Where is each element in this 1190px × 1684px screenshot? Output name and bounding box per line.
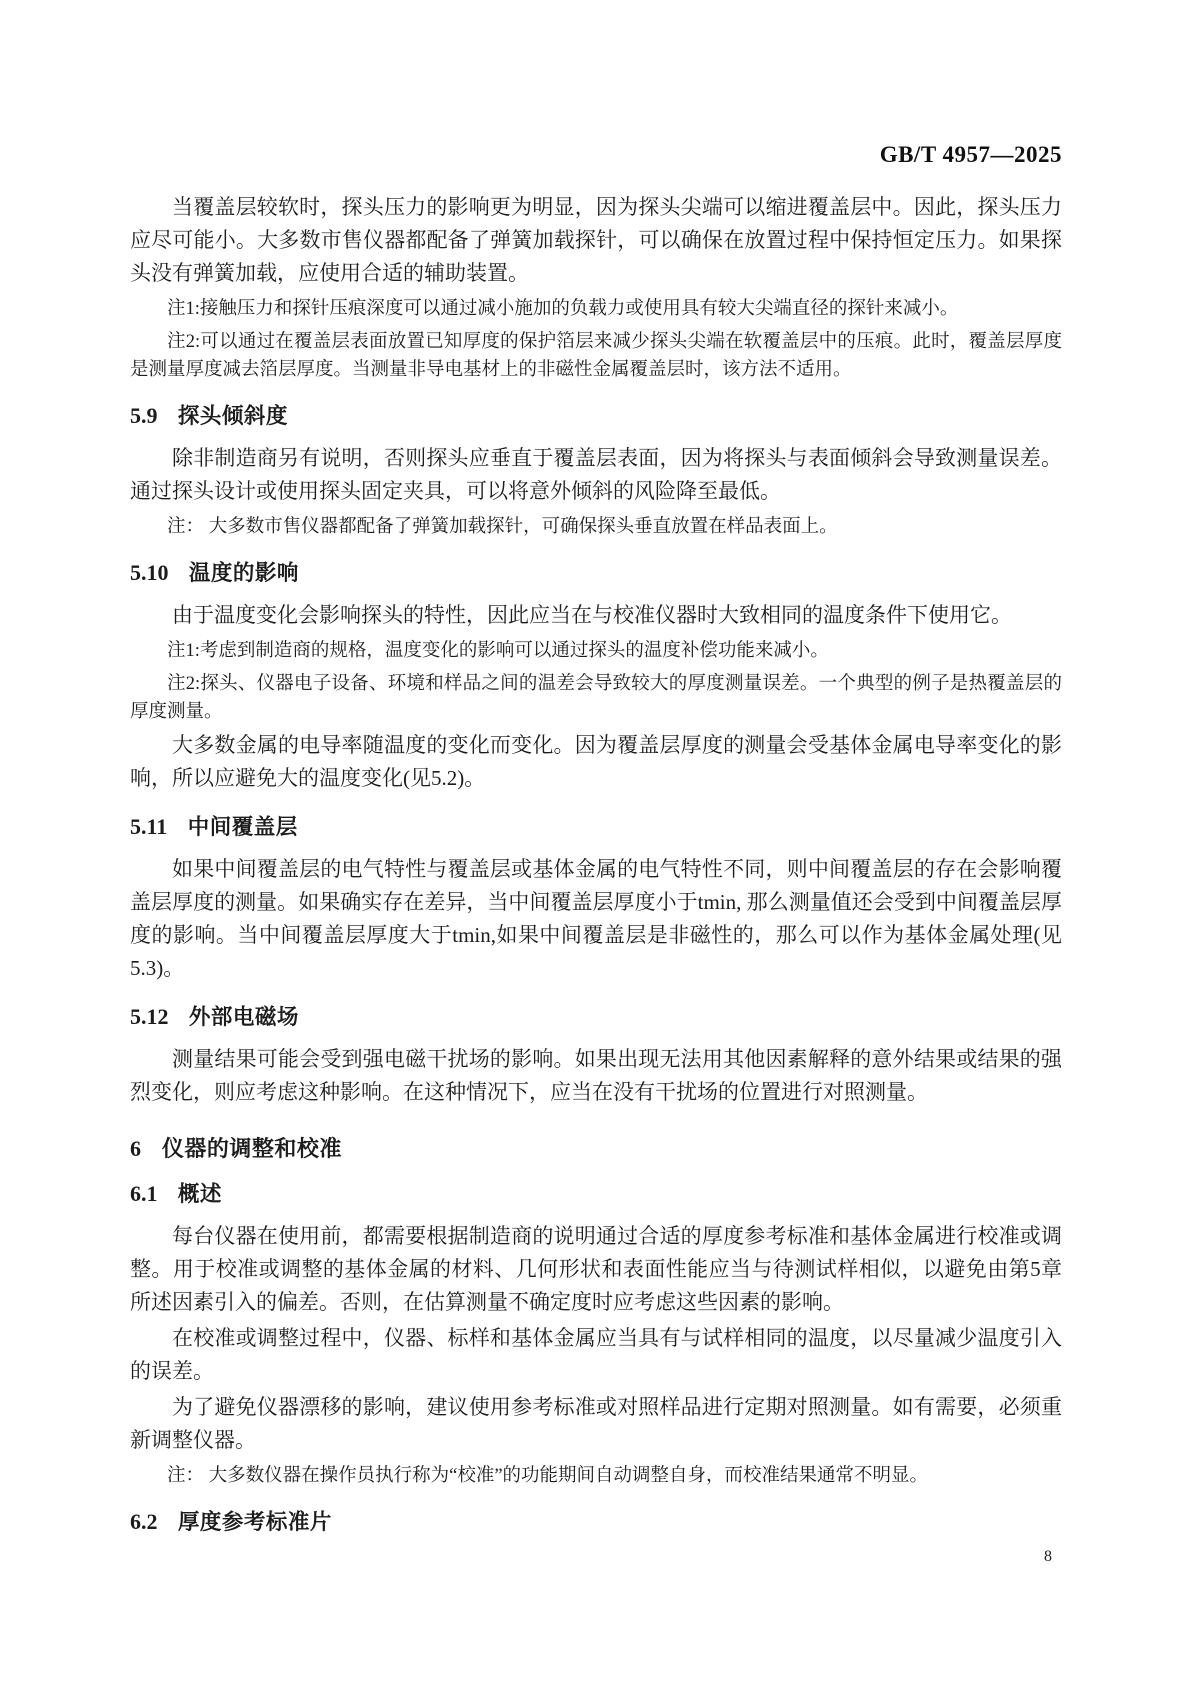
section-number: 5.10: [130, 560, 169, 585]
doc-number: GB/T 4957—2025: [879, 142, 1062, 167]
body-paragraph: 由于温度变化会影响探头的特性，因此应当在与校准仪器时大致相同的温度条件下使用它。: [172, 603, 1012, 627]
note-paragraph: 注2:可以通过在覆盖层表面放置已知厚度的保护箔层来减少探头尖端在软覆盖层中的压痕。此时，覆盖层厚度是测量厚度减去箔层厚度。当测量非导电基材上的非磁性金属覆盖层时，该方法不适用。: [130, 332, 1062, 380]
section-heading-5.12: [130, 1003, 1062, 1031]
section-title: 外部电磁场: [188, 1005, 299, 1029]
body-paragraph: 测量结果可能会受到强电磁干扰场的影响。如果出现无法用其他因素解释的意外结果或结果的强烈变化，则应考虑这种影响。在这种情况下，应当在没有干扰场的位置进行对照测量。: [130, 1047, 1062, 1104]
section-number: 6.2: [130, 1509, 158, 1534]
section-heading-5.10: [130, 559, 1062, 587]
body-paragraph: 当覆盖层较软时，探头压力的影响更为明显，因为探头尖端可以缩进覆盖层中。因此，探头压力应尽可能小。大多数市售仪器都配备了弹簧加载探针，可以确保在放置过程中保持恒定压力。如果探头没有弹簧加载，应使用合适的辅助装置。: [130, 195, 1062, 285]
note-paragraph: 注1:接触压力和探针压痕深度可以通过减小施加的负载力或使用具有较大尖端直径的探针来减小。: [167, 299, 959, 319]
section-number: 6.1: [130, 1181, 158, 1206]
page-number: 8: [1044, 1548, 1052, 1565]
section-title: 仪器的调整和校准: [161, 1136, 342, 1161]
section-number: 5.9: [130, 403, 158, 428]
section-title: 中间覆盖层: [187, 815, 298, 839]
note-paragraph: 注： 大多数市售仪器都配备了弹簧加载探针，可确保探头垂直放置在样品表面上。: [167, 517, 838, 537]
section-heading-6.1: [130, 1180, 1062, 1208]
body-paragraph: 在校准或调整过程中，仪器、标样和基体金属应当具有与试样相同的温度，以尽量减少温度引入的误差。: [130, 1326, 1062, 1383]
section-number: 5.12: [130, 1004, 169, 1029]
body-paragraph: 每台仪器在使用前，都需要根据制造商的说明通过合适的厚度参考标准和基体金属进行校准或调整。用于校准或调整的基体金属的材料、几何形状和表面性能应当与待测试样相似，以避免由第5章所述因素引入的偏差。否则，在估算测量不确定度时应考虑这些因素的影响。: [130, 1224, 1062, 1314]
section-number: 5.11: [130, 814, 168, 839]
section-heading-5.11: [130, 813, 1062, 841]
section-heading-5.9: [130, 402, 1062, 430]
note-paragraph: 注2:探头、仪器电子设备、环境和样品之间的温差会导致较大的厚度测量误差。一个典型的例子是热覆盖层的厚度测量。: [130, 674, 1062, 722]
section-title: 厚度参考标准片: [177, 1510, 332, 1534]
body-paragraph: 除非制造商另有说明，否则探头应垂直于覆盖层表面，因为将探头与表面倾斜会导致测量误差。通过探头设计或使用探头固定夹具，可以将意外倾斜的风险降至最低。: [130, 446, 1062, 503]
section-heading-6: [130, 1135, 1062, 1162]
section-title: 温度的影响: [188, 561, 299, 585]
section-title: 探头倾斜度: [177, 404, 288, 428]
body-paragraph: 为了避免仪器漂移的影响，建议使用参考标准或对照样品进行定期对照测量。如有需要，必须重新调整仪器。: [130, 1395, 1062, 1452]
section-number: 6: [130, 1136, 141, 1161]
section-heading-6.2: [130, 1508, 1062, 1536]
note-paragraph: 注1:考虑到制造商的规格，温度变化的影响可以通过探头的温度补偿功能来减小。: [167, 641, 829, 661]
body-paragraph: 如果中间覆盖层的电气特性与覆盖层或基体金属的电气特性不同，则中间覆盖层的存在会影响覆盖层厚度的测量。如果确实存在差异，当中间覆盖层厚度小于tmin, 那么测量值还会受到中间覆盖层厚度的影响。当中间覆盖层厚度大于tmin,如果中间覆盖层是非磁性的，那么可以作为基体金属处理(见5.3)。: [130, 857, 1062, 980]
document-body: [130, 188, 1062, 1548]
body-paragraph: 大多数金属的电导率随温度的变化而变化。因为覆盖层厚度的测量会受基体金属电导率变化的影响，所以应避免大的温度变化(见5.2)。: [130, 733, 1062, 790]
section-title: 概述: [177, 1182, 222, 1206]
note-paragraph: 注： 大多数仪器在操作员执行称为“校准”的功能期间自动调整自身，而校准结果通常不明显。: [167, 1466, 929, 1486]
